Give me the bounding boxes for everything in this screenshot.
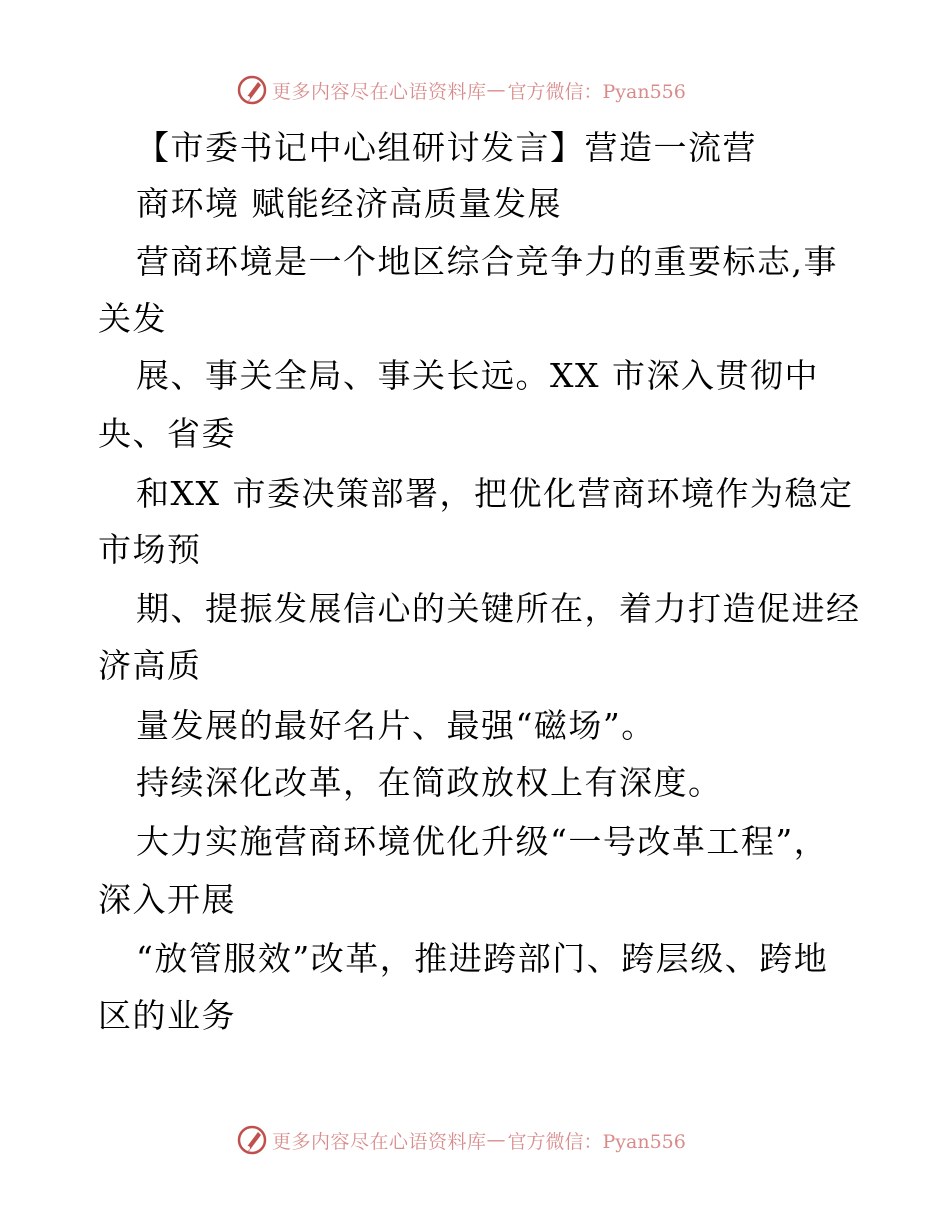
pen-nib-logo-icon: [236, 1124, 268, 1156]
paragraph-line: 期、提振发展信心的关键所在，着力打造促进经: [136, 589, 861, 628]
paragraph-line: 大力实施营商环境优化升级“一号改革工程”，: [136, 822, 829, 861]
header-banner: [236, 72, 716, 108]
paragraph-line: 央、省委: [98, 414, 236, 453]
paragraph-line: 展、事关全局、事关长远。XX 市深入贯彻中: [136, 356, 819, 395]
paragraph-line: 关发: [98, 299, 167, 338]
footer-separator: —: [486, 1129, 506, 1151]
pen-nib-logo-icon: [236, 74, 268, 106]
document-title-line-1: 【市委书记中心组研讨发言】营造一流营: [136, 128, 757, 167]
footer-banner: [236, 1122, 716, 1158]
header-separator: —: [486, 79, 506, 101]
paragraph-line: 市场预: [98, 530, 202, 569]
document-title-line-2: 商环境 赋能经济高质量发展: [136, 184, 562, 223]
paragraph-line: 营商环境是一个地区综合竞争力的重要标志,事: [136, 242, 838, 281]
paragraph-line: 持续深化改革，在简政放权上有深度。: [136, 763, 723, 802]
paragraph-line: 济高质: [98, 646, 202, 685]
footer-contact-text: 官方微信：Pyan556: [507, 1130, 686, 1153]
paragraph-line: 和XX 市委决策部署，把优化营商环境作为稳定: [136, 474, 854, 513]
paragraph-line: 区的业务: [98, 996, 236, 1035]
header-site-text: 更多内容尽在心语资料库: [272, 80, 487, 103]
paragraph-line: 量发展的最好名片、最强“磁场”。: [136, 706, 656, 745]
footer-site-text: 更多内容尽在心语资料库: [272, 1130, 487, 1153]
paragraph-line: 深入开展: [98, 880, 236, 919]
header-contact-text: 官方微信：Pyan556: [507, 80, 686, 103]
paragraph-line: “放管服效”改革，推进跨部门、跨层级、跨地: [136, 939, 829, 978]
